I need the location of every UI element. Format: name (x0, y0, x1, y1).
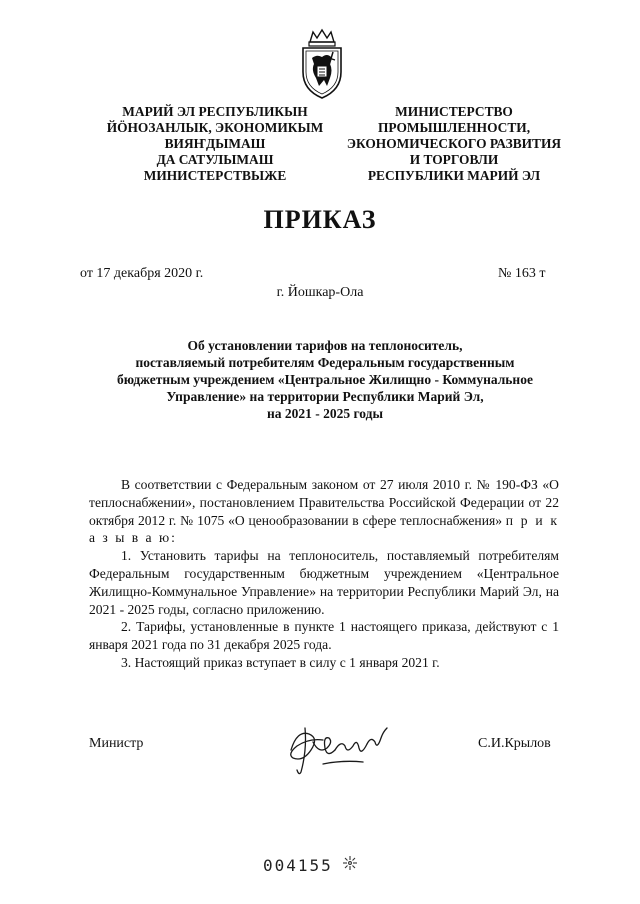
subject-line: поставляемый потребителям Федеральным государственным (135, 355, 515, 370)
subject-line: на 2021 - 2025 годы (266, 406, 384, 421)
header-left-line: ДА САТУЛЫМАШ (156, 152, 274, 167)
header-right-line: ПРОМЫШЛЕННОСТИ, (377, 120, 531, 135)
document-title: ПРИКАЗ (263, 205, 377, 234)
header-right-line: РЕСПУБЛИКИ МАРИЙ ЭЛ (367, 168, 541, 183)
header-left-line: МИНИСТЕРСТВЫЖЕ (143, 168, 287, 183)
header-right-line: МИНИСТЕРСТВО (395, 104, 513, 119)
document-subject (90, 337, 560, 422)
order-item: 2. Тарифы, установленные в пункте 1 настоящего приказа, действуют с 1 января 2021 года по 31 декабря 2025 года. (89, 619, 559, 653)
coat-of-arms-icon (297, 28, 347, 100)
order-word: п р и к а з ы в а ю: (89, 512, 559, 546)
ornament-icon (342, 855, 358, 871)
order-item: 3. Настоящий приказ вступает в силу с 1 января 2021 г. (121, 654, 440, 670)
header-left-line: ЙӦНОЗАНЛЫК, ЭКОНОМИКЫМ (106, 120, 324, 135)
header-left-ministry-name (100, 104, 330, 184)
header-right-line: ЭКОНОМИЧЕСКОГО РАЗВИТИЯ (346, 136, 562, 151)
header-right-ministry-name (334, 104, 574, 184)
document-date: от 17 декабря 2020 г. (80, 266, 204, 281)
document-city: г. Йошкар-Ола (276, 285, 364, 300)
preamble-text: В соответствии с Федеральным законом от 27 июля 2010 г. № 190-ФЗ «О теплоснабжении», постановлением Правительства Российской Федерации от 22 октября 2012 г. № 1075 «О ценообразовании в сфере теплоснабжения» (89, 477, 559, 528)
handwritten-signature (283, 720, 395, 776)
subject-line: Об установлении тарифов на теплоноситель, (187, 338, 463, 353)
header-left-line: ВИЯҤДЫМАШ (164, 136, 266, 151)
preamble-paragraph (89, 476, 559, 547)
form-serial-number: 004155 (263, 856, 333, 875)
subject-line: Управление» на территории Республики Марий Эл, (166, 389, 484, 404)
subject-line: бюджетным учреждением «Центральное Жилищно - Коммунальное (117, 372, 533, 387)
signatory-name: С.И.Крылов (478, 736, 551, 751)
header-right-line: И ТОРГОВЛИ (409, 152, 499, 167)
header-left-line: МАРИЙ ЭЛ РЕСПУБЛИКЫН (122, 104, 308, 119)
signatory-position: Министр (89, 736, 144, 751)
document-number: № 163 т (498, 266, 546, 281)
order-item: 1. Установить тарифы на теплоноситель, поставляемый потребителям Федеральным государственным бюджетным учреждением «Центральное Жилищно-Коммунальное Управление» на территории Республики Марий Эл, на 2021 - 2025 годы, согласно приложению. (89, 548, 559, 617)
document-body (89, 476, 559, 672)
